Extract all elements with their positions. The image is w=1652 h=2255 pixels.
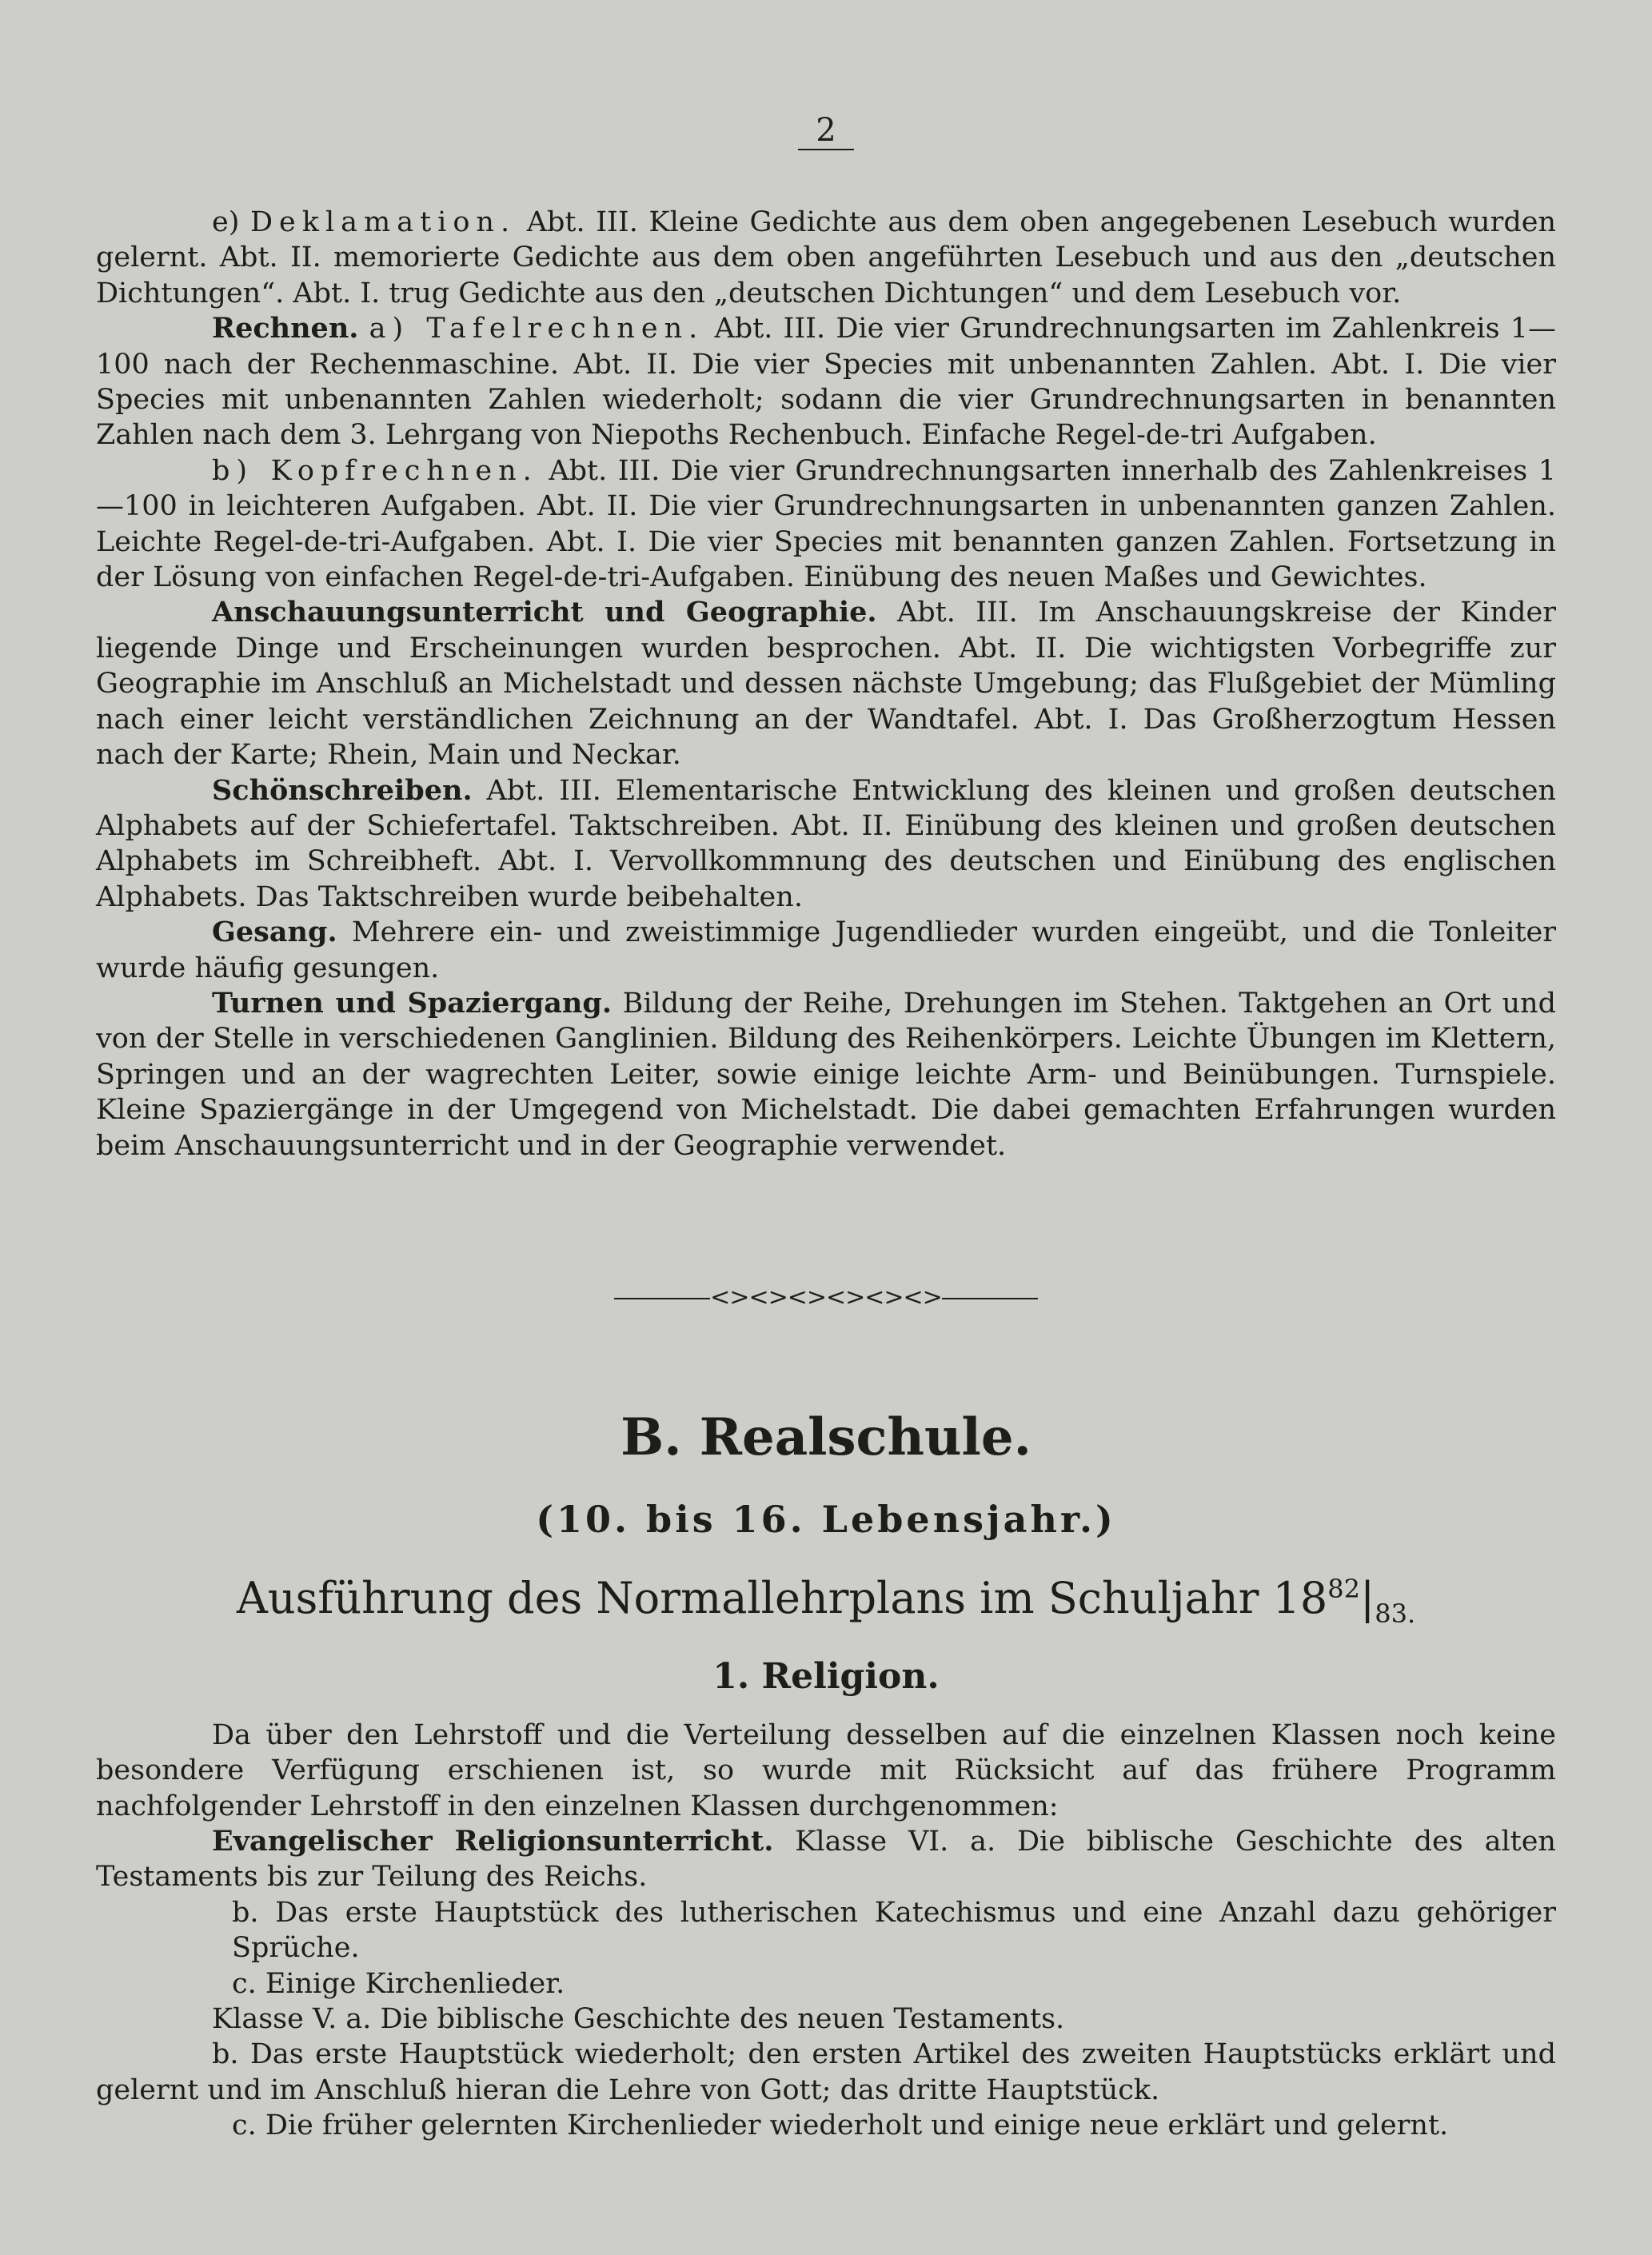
heading-schoenschreiben: Schönschreiben.	[212, 773, 473, 807]
heading-rechnen: Rechnen.	[212, 312, 359, 345]
paragraph-deklamation: e) Deklamation. Abt. III. Kleine Gedichte aus dem oben angegebenen Lesebuch wurden gelernt. Abt. II. memorierte Gedichte aus dem oben angeführten Lesebuch und aus den „deutschen Dichtungen“. Abt. I. trug Gedichte aus den „deutschen Dichtungen“ und dem Lesebuch vor.	[96, 206, 1556, 309]
heading-deklamation: Deklamation.	[250, 206, 517, 238]
divider-ornament: <><><><><><>	[96, 1283, 1556, 1311]
klasse-5-a: Klasse V. a. Die biblische Geschichte des neuen Testaments.	[212, 2003, 1065, 2036]
paragraph-rechnen: Rechnen. a) Tafelrechnen. Abt. III. Die vier Grundrechnungsarten im Zahlenkreis 1—100 nach der Rechenmaschine. Abt. II. Die vier Species mit unbenannten Zahlen. Abt. I. Die vier Species mit unbenannten Zahlen wiederholt; sodann die vier Grundrechnungsarten in benannten Zahlen nach dem 3. Lehrgang von Niepoths Rechenbuch. Einfache Regel-de-tri Aufgaben.	[96, 312, 1556, 452]
klasse-6-a: Evangelischer Religionsunterricht. Klasse VI. a. Die biblische Geschichte des alten Testaments bis zur Teilung des Reichs.	[96, 1824, 1556, 1894]
religion-intro: Da über den Lehrstoff und die Verteilung desselben auf die einzelnen Klassen noch keine besondere Verfügung erschienen ist, so wurde mit Rücksicht auf das frühere Programm nachfolgender Lehrstoff in den einzelnen Klassen durchgenommen:	[96, 1718, 1556, 1822]
section-age-range: (10. bis 16. Lebensjahr.)	[536, 1497, 1116, 1541]
heading-turnen: Turnen und Spaziergang.	[212, 986, 613, 1020]
paragraph-kopfrechnen: b) Kopfrechnen. Abt. III. Die vier Grundrechnungsarten innerhalb des Zahlenkreises 1—100 in leichteren Aufgaben. Abt. II. Die vier Grundrechnungsarten in unbenannten ganzen Zahlen. Leichte Regel-de-tri-Aufgaben. Abt. I. Die vier Species mit benannten ganzen Zahlen. Fortsetzung in der Lösung von einfachen Regel-de-tri-Aufgaben. Einübung des neuen Maßes und Gewichtes.	[96, 454, 1556, 594]
paragraph-schoenschreiben: Schönschreiben. Abt. III. Elementarische Entwicklung des kleinen und großen deutschen Alphabets auf der Schiefertafel. Taktschreiben. Abt. II. Einübung des kleinen und großen deutschen Alphabets im Schreibheft. Abt. I. Vervollkommnung des deutschen und Einübung des englischen Alphabets. Das Taktschreiben wurde beibehalten.	[96, 773, 1556, 913]
klasse-5-c: c. Die früher gelernten Kirchenlieder wiederholt und einige neue erklärt und gelernt.	[232, 2109, 1449, 2142]
klasse-5-b: b. Das erste Hauptstück wiederholt; den ersten Artikel des zweiten Hauptstücks erklärt und gelernt und im Anschluß hieran die Lehre von Gott; das dritte Hauptstück.	[96, 2038, 1556, 2106]
heading-evangelisch: Evangelischer Religionsunterricht.	[212, 1824, 774, 1858]
paragraph-anschauung: Anschauungsunterricht und Geographie. Abt. III. Im Anschauungskreise der Kinder liegende Dinge und Erscheinungen wurden besprochen. Abt. II. Die wichtigsten Vorbegriffe zur Geographie im Anschluß an Michelstadt und dessen nächste Umgebung; das Flußgebiet der Mümling nach einer leicht verständlichen Zeichnung an der Wandtafel. Abt. I. Das Großherzogtum Hessen nach der Karte; Rhein, Main und Neckar.	[96, 596, 1556, 772]
paragraph-turnen: Turnen und Spaziergang. Bildung der Reihe, Drehungen im Stehen. Taktgehen an Ort und von der Stelle in verschiedenen Ganglinien. Bildung des Reihenkörpers. Leichte Übungen im Klettern, Springen und an der wagrechten Leiter, sowie einige leichte Arm- und Beinübungen. Turnspiele. Kleine Spaziergänge in der Umgegend von Michelstadt. Die dabei gemachten Erfahrungen wurden beim Anschauungsunterricht und in der Geographie verwendet.	[96, 986, 1556, 1162]
religion-heading: 1. Religion.	[712, 1655, 940, 1697]
section-title: B. Realschule.	[620, 1407, 1032, 1467]
klasse-6-b: b. Das erste Hauptstück des lutherischen Katechismus und eine Anzahl dazu gehöriger Sprüche.	[232, 1896, 1556, 1965]
plan-heading: Ausführung des Normallehrplans im Schuljahr $18^{82}|_{83.}$	[236, 1572, 1416, 1629]
heading-gesang: Gesang.	[212, 916, 337, 949]
page-number: 2	[96, 112, 1556, 149]
heading-anschauung: Anschauungsunterricht und Geographie.	[212, 596, 877, 629]
paragraph-gesang: Gesang. Mehrere ein- und zweistimmige Jugendlieder wurden eingeübt, und die Tonleiter wurde häufig gesungen.	[96, 916, 1556, 984]
klasse-6-c: c. Einige Kirchenlieder.	[232, 1967, 565, 2000]
